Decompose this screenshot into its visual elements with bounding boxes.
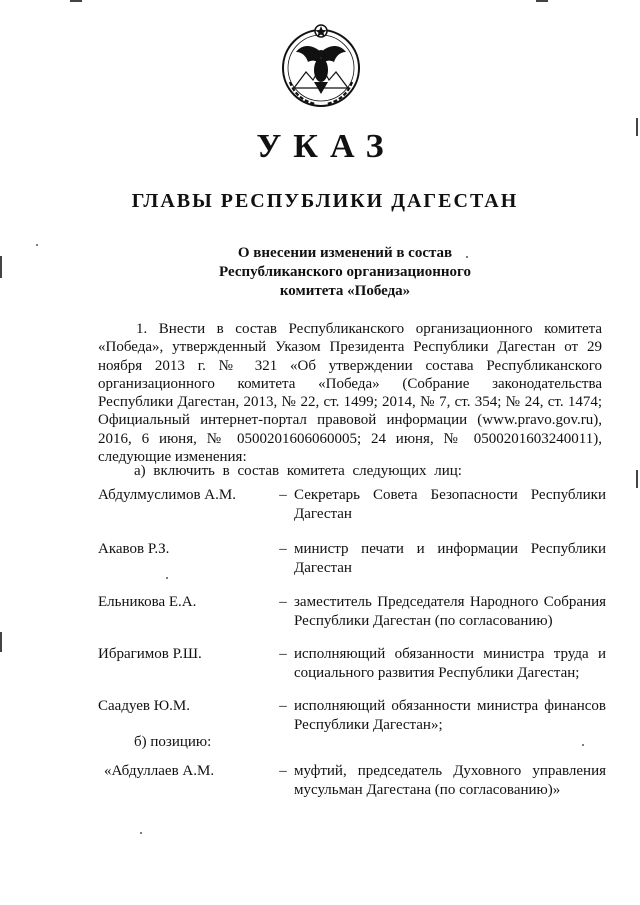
decree-heading [0, 244, 640, 301]
member-name: Саадуев Ю.М. [98, 698, 190, 714]
scan-speck [140, 832, 142, 834]
decree-title: УКАЗ [256, 128, 396, 165]
scan-edge-mark [0, 632, 2, 652]
dash-separator: – [279, 541, 287, 557]
member-role: исполняющий обязанности министра труда и социального развития Республики Дагестан; [294, 646, 606, 681]
dash-separator: – [279, 646, 287, 662]
member-name: Ельникова Е.А. [98, 594, 197, 610]
dash-separator: – [279, 594, 287, 610]
scan-edge-mark [70, 0, 82, 2]
item-b-text: б) позицию: [134, 734, 212, 750]
heading-line: комитета «Победа» [279, 283, 411, 299]
member-name: Абдулмуслимов А.М. [98, 487, 236, 503]
heading-line: Республиканского организационного [219, 264, 471, 280]
member-name: Акавов Р.З. [98, 541, 170, 557]
dash-separator: – [279, 698, 287, 714]
member-name: Ибрагимов Р.Ш. [98, 646, 202, 662]
member-role: министр печати и информации Республики Дагестан [294, 541, 606, 576]
member-role: заместитель Председателя Народного Собрания Республики Дагестан (по согласованию) [294, 594, 606, 629]
scan-edge-mark [536, 0, 548, 2]
main-paragraph: 1. Внести в состав Республиканского организационного комитета «Победа», утвержденный Указом Президента Республики Дагестан от 29 ноября 2013 г. № 321 «Об утверждении состава Республиканского организационного комитета «Победа» (Собрание законодательства Республики Дагестан, 2013, № 22, ст. 1499; 2014, № 7, ст. 354; № 24, ст. 1474; Официальный интернет-портал правовой информации (www.pravo.gov.ru), 2016, 6 июня, № 0500201606060005; 24 июня, № 0500201603240011), следующие изменения: [98, 321, 602, 466]
dash-separator: – [279, 763, 287, 779]
scan-speck [166, 577, 168, 579]
item-a-text: а) включить в состав комитета следующих лиц: [134, 463, 462, 479]
member-role: Секретарь Совета Безопасности Республики Дагестан [294, 487, 606, 522]
decree-issuer: ГЛАВЫ РЕСПУБЛИКИ ДАГЕСТАН [131, 190, 519, 212]
member-role: исполняющий обязанности министра финансов Республики Дагестан»; [294, 698, 606, 733]
position-role: муфтий, председатель Духовного управления мусульман Дагестана (по согласованию)» [294, 763, 606, 798]
heading-line: О внесении изменений в состав [237, 245, 453, 261]
position-name: «Абдуллаев А.М. [104, 763, 215, 779]
scan-speck [582, 744, 584, 746]
coat-of-arms-emblem-icon [278, 22, 364, 112]
dash-separator: – [279, 487, 287, 503]
scan-edge-mark [636, 470, 638, 488]
